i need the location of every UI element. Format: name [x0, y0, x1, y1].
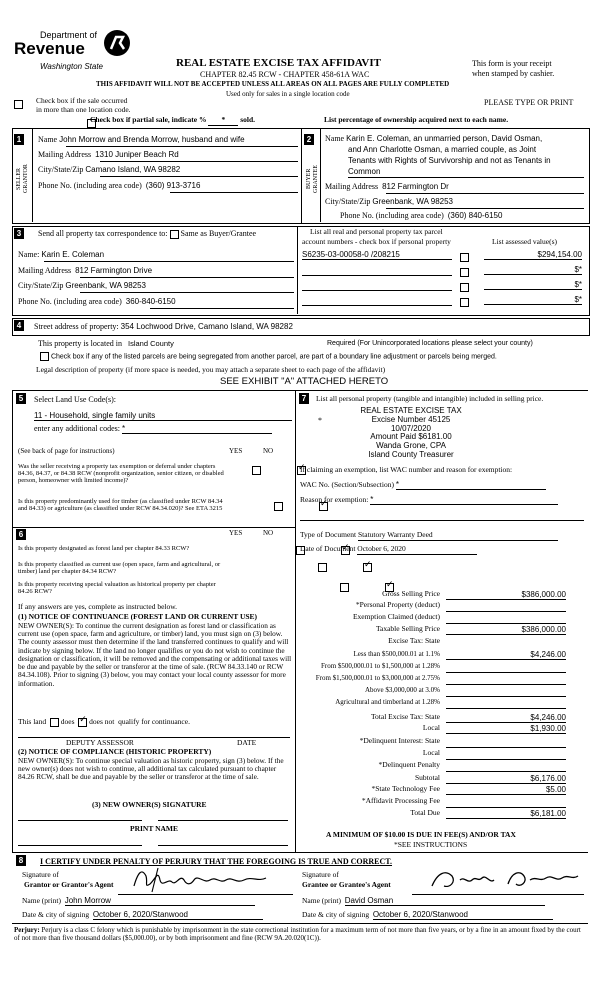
- current-use-question: Is this property classified as current use (open space, farm and agricultural, or timber) land per chapter 84.34 RCW?: [18, 561, 221, 576]
- tier1-label: Less than $500,000.01 at 1.1%: [353, 650, 440, 658]
- notice-compliance-title: (2) NOTICE OF COMPLIANCE (HISTORIC PROPERTY): [18, 747, 212, 756]
- timber-question: Is this property predominantly used for timber (as classified under RCW 84.34 and 84.33) or agriculture (as classified under RCW 84.34.020)? See ETA 3215: [18, 498, 223, 513]
- stamp-line-6: Island County Treasurer: [368, 449, 454, 459]
- assessed-header: List assessed value(s): [492, 237, 557, 246]
- corr-mailing[interactable]: 812 Farmington Drive: [75, 266, 153, 275]
- exemption-question: Was the seller receiving a property tax exemption or deferral under chapters 84.36, 84.37, or 84.38 RCW (nonprofit organization, senior citizen, or disabled person, homeowner with limited income)?: [18, 463, 224, 485]
- property-street[interactable]: 354 Lochwood Drive, Camano Island, WA 98282: [120, 322, 293, 331]
- section-3-badge: 3: [14, 228, 24, 239]
- delinq-local-value[interactable]: [446, 749, 566, 760]
- stamp-line-3: 10/07/2020: [390, 423, 432, 433]
- tax-calculation: [296, 588, 588, 820]
- does-not-label: does not: [89, 717, 115, 727]
- print-name-label: PRINT NAME: [130, 824, 178, 833]
- dept-line1: Department of: [40, 30, 98, 40]
- buyer-name-2[interactable]: and Ann Charlotte Osman, a married couple, as Joint: [348, 145, 537, 154]
- parcel-number[interactable]: [302, 265, 452, 276]
- perjury-note: [14, 926, 586, 943]
- parcel-number[interactable]: [302, 280, 452, 291]
- buyer-mailing-label: Mailing Address: [325, 182, 379, 191]
- dept-line2: Revenue: [14, 39, 85, 58]
- grantee-sig-label-2: Grantee or Grantee's Agent: [302, 880, 391, 889]
- new-owner-sig-label: (3) NEW OWNER(S) SIGNATURE: [92, 800, 207, 809]
- same-as-buyer-checkbox[interactable]: [170, 230, 179, 239]
- street-label: Street address of property:: [34, 322, 119, 331]
- notice-continuance-body: NEW OWNER(S): To continue the current designation as forest land or classification as current use (open space, farm and agriculture, or timber) land, you must sign on (3) below. The county assessor must then determine if the land transferred continues to qualify and will indicate by signing below. If the land no longer qualifies or you do not wish to continue the designation or classification, it will be removed and the compensating or additional taxes will be due and payable by the seller or transferor at the time of sale. (RCW 84.33.140 or RCW 84.34.108). Prior to signing (3) below, you may contact your local county assessor for more information.: [18, 621, 292, 688]
- tier3-value[interactable]: [446, 674, 566, 685]
- land-use-no-header: NO: [263, 447, 274, 455]
- grantee-name[interactable]: David Osman: [345, 896, 545, 906]
- seller-mailing[interactable]: 1310 Juniper Beach Rd: [95, 150, 179, 159]
- parcel-row: [300, 263, 586, 278]
- new-owner-sig-line[interactable]: [18, 820, 142, 821]
- corr-phone[interactable]: 360-840-6150: [125, 297, 176, 306]
- parcel-row: [300, 248, 586, 263]
- buyer-phone[interactable]: (360) 840-6150: [447, 211, 503, 220]
- seller-name-label: Name: [38, 135, 58, 144]
- buyer-mailing[interactable]: 812 Farmington Dr: [382, 182, 449, 191]
- certify-statement: I CERTIFY UNDER PENALTY OF PERJURY THAT THE FOREGOING IS TRUE AND CORRECT.: [40, 857, 393, 866]
- doc-type-label: Type of Document: [300, 530, 357, 539]
- stamp-line-2: Excise Number 45125: [371, 414, 451, 424]
- partial-sale-label: [90, 116, 255, 126]
- parcel-number[interactable]: [302, 295, 452, 306]
- buyer-side-label: BUYER GRANTEE: [306, 165, 319, 193]
- additional-codes-label: enter any additional codes:: [34, 424, 120, 433]
- seller-name[interactable]: John Morrow and Brenda Morrow, husband and wife: [59, 135, 245, 144]
- correspondence-label: Send all property tax correspondence to:: [38, 229, 168, 238]
- partial-sale-text: Check box if partial sale, indicate %: [90, 115, 207, 124]
- partial-sale-sold: sold.: [240, 115, 256, 124]
- wac-number[interactable]: *: [396, 480, 546, 490]
- does-not-qualify-checkbox[interactable]: [78, 718, 87, 727]
- deputy-assessor-label: DEPUTY ASSESSOR: [66, 738, 134, 747]
- grantor-signature[interactable]: [128, 864, 288, 894]
- corr-name[interactable]: Karin E. Coleman: [41, 250, 105, 259]
- same-as-buyer-label: Same as Buyer/Grantee: [180, 229, 257, 238]
- tech-fee-label: *State Technology Fee: [371, 784, 440, 793]
- if-yes-note: If any answers are yes, complete as instructed below.: [18, 602, 178, 611]
- required-note: Required (For Unincorporated locations please select your county): [327, 340, 533, 347]
- seller-city[interactable]: Camano Island, WA 98282: [85, 165, 181, 174]
- type-or-print: PLEASE TYPE OR PRINT: [484, 98, 574, 107]
- historic-question: Is this property receiving special valuation as historical property per chapter 84.26 RCW?: [18, 581, 216, 596]
- buyer-city-label: City/State/Zip: [325, 197, 371, 206]
- receipt-note-1: This form is your receipt: [472, 59, 552, 68]
- assessed-value[interactable]: $*: [484, 265, 582, 275]
- total-due-value[interactable]: $6,181.00: [446, 809, 566, 819]
- perjury-text: Perjury is a class C felony which is punishable by imprisonment in the state correctional institution for a maximum term of not more than five years, or by a fine in an amount fixed by the court of not more than five thousand dollars ($5,000.00), or by both imprisonment and fine (RCW 9A.20.020(1C)).: [14, 926, 581, 943]
- see-instructions: *SEE INSTRUCTIONS: [394, 840, 468, 849]
- delinq-state-value[interactable]: [446, 737, 566, 748]
- deputy-date-label: DATE: [237, 738, 257, 747]
- corr-name-label: Name:: [18, 250, 40, 259]
- buyer-phone-label: Phone No. (including area code): [340, 211, 444, 220]
- forest-no-header: NO: [263, 529, 274, 537]
- dept-line3: Washington State: [40, 62, 104, 71]
- section-1-badge: 1: [14, 134, 24, 145]
- grantee-date-label: Date & city of signing: [302, 910, 370, 919]
- subtotal-value[interactable]: $6,176.00: [446, 774, 566, 784]
- partial-sale-pct[interactable]: *: [208, 116, 238, 126]
- section-5-badge: 5: [16, 393, 26, 404]
- located-label: This property is located in: [38, 339, 122, 348]
- buyer-city[interactable]: Greenbank, WA 98253: [372, 197, 453, 206]
- parcel-row: [300, 293, 586, 308]
- ag-value[interactable]: [446, 698, 566, 709]
- parcels-header-2: account numbers - check box if personal property: [302, 237, 451, 246]
- affidavit-fee-value[interactable]: [446, 797, 566, 808]
- multi-location-label-2: in more than one location code.: [36, 105, 131, 114]
- exemption-deduct-value[interactable]: [446, 613, 566, 624]
- form-warning: THIS AFFIDAVIT WILL NOT BE ACCEPTED UNLESS ALL AREAS ON ALL PAGES ARE FULLY COMPLETED: [96, 80, 450, 88]
- total-local-value[interactable]: $1,930.00: [446, 724, 566, 734]
- buyer-name-label: Name: [325, 134, 345, 143]
- notice-compliance-body: NEW OWNER(S): To continue special valuation as historic property, sign (3) below. If the new owner(s) does not wish to continue, all additional tax calculated pursuant to chapter 84.26 RCW, shall be due and payable by the seller or transferor at the time of sale.: [18, 756, 284, 782]
- gross-label: Gross Selling Price: [382, 589, 440, 598]
- grantee-sig-label-1: Signature of: [302, 870, 339, 879]
- see-back: (See back of page for instructions): [18, 447, 115, 455]
- doc-date-label: Date of Document: [300, 544, 356, 553]
- single-location-note: Used only for sales in a single location code: [226, 90, 350, 98]
- print-name-line[interactable]: [18, 845, 142, 846]
- exemption-reason[interactable]: *: [370, 495, 558, 505]
- section-7-badge: 7: [299, 393, 309, 404]
- personal-property-checkbox[interactable]: [460, 268, 469, 277]
- forest-yes-header: YES: [229, 529, 243, 537]
- property-county[interactable]: Island County: [127, 339, 174, 348]
- legal-description[interactable]: SEE EXHIBIT "A" ATTACHED HERETO: [220, 376, 389, 387]
- tier4-label: Above $3,000,000 at 3.0%: [364, 686, 440, 694]
- seller-side-label: SELLER GRANTOR: [16, 164, 29, 194]
- delinq-penalty-value[interactable]: [446, 761, 566, 772]
- segregated-checkbox[interactable]: [40, 352, 49, 361]
- excise-state-label: Excise Tax: State: [388, 636, 440, 645]
- total-due-label: Total Due: [410, 808, 440, 817]
- parcels-header-1: List all real and personal property tax parcel: [310, 227, 443, 236]
- does-qualify-checkbox[interactable]: [50, 718, 59, 727]
- parcel-row: [300, 278, 586, 293]
- tier2-label: From $500,000.01 to $1,500,000 at 1.28%: [321, 662, 440, 670]
- delinq-state-label: *Delinquent Interest: State: [359, 736, 440, 745]
- new-owner-sig-line[interactable]: [158, 820, 288, 821]
- tier4-value[interactable]: [446, 686, 566, 697]
- land-use-yes-header: YES: [229, 447, 243, 455]
- doc-type[interactable]: Statutory Warranty Deed: [358, 531, 558, 541]
- grantor-sig-label-2: Grantor or Grantor's Agent: [24, 880, 114, 889]
- receipt-note-2: when stamped by cashier.: [472, 69, 555, 78]
- personal-deduct-value[interactable]: [446, 601, 566, 612]
- personal-property-asterisk: *: [318, 416, 322, 425]
- assessed-value[interactable]: $*: [484, 295, 582, 305]
- exemption-deduct-label: Exemption Claimed (deduct): [352, 612, 440, 621]
- exemption-yes-checkbox[interactable]: [252, 466, 261, 475]
- exemption-reason-label: Reason for exemption:: [300, 495, 369, 504]
- does-label: does: [60, 717, 75, 727]
- gross-value[interactable]: $386,000.00: [446, 590, 566, 600]
- land-use-code[interactable]: 11 - Household, single family units: [34, 411, 292, 421]
- print-name-line[interactable]: [158, 845, 288, 846]
- corr-mailing-label: Mailing Address: [18, 266, 72, 275]
- section-4-badge: 4: [14, 320, 24, 331]
- grantor-date[interactable]: October 6, 2020/Stanwood: [93, 910, 263, 920]
- forest-question: Is this property designated as forest land per chapter 84.33 RCW?: [18, 545, 190, 552]
- taxable-label: Taxable Selling Price: [375, 624, 440, 633]
- personal-property-checkbox[interactable]: [460, 253, 469, 262]
- current-use-no-checkbox[interactable]: [363, 563, 372, 572]
- seller-city-label: City/State/Zip: [38, 165, 84, 174]
- corr-city[interactable]: Greenbank, WA 98253: [65, 281, 146, 290]
- stamp-line-4: Amount Paid $6181.00: [370, 432, 452, 442]
- grantee-signature[interactable]: [424, 866, 584, 894]
- ownership-pct-note: List percentage of ownership acquired next to each name.: [324, 115, 509, 124]
- section-2-badge: 2: [304, 134, 314, 145]
- subtotal-label: Subtotal: [414, 773, 440, 782]
- taxable-value[interactable]: $386,000.00: [446, 625, 566, 635]
- stamp-line-1: REAL ESTATE EXCISE TAX: [360, 406, 462, 415]
- affidavit-fee-label: *Affidavit Processing Fee: [361, 796, 440, 805]
- tier2-value[interactable]: [446, 662, 566, 673]
- grantor-name[interactable]: John Morrow: [65, 896, 255, 906]
- additional-codes[interactable]: *: [122, 424, 272, 434]
- notice-continuance-title: (1) NOTICE OF CONTINUANCE (FOREST LAND OR CURRENT USE): [18, 612, 258, 621]
- land-use-label: Select Land Use Code(s):: [34, 395, 116, 404]
- section-8-badge: 8: [16, 855, 26, 866]
- buyer-name-1[interactable]: Karin E. Coleman, an unmarried person, David Osman,: [346, 134, 543, 143]
- multi-location-checkbox[interactable]: [14, 100, 23, 109]
- tech-fee-value[interactable]: $5.00: [446, 785, 566, 795]
- dor-logo: [14, 26, 134, 78]
- doc-date[interactable]: October 6, 2020: [357, 545, 477, 555]
- seller-mailing-label: Mailing Address: [38, 150, 92, 159]
- seller-phone-label: Phone No. (including area code): [38, 181, 142, 190]
- total-local-label: Local: [422, 723, 440, 732]
- corr-city-label: City/State/Zip: [18, 281, 64, 290]
- assessed-value[interactable]: $294,154.00: [484, 250, 582, 260]
- total-state-value[interactable]: $4,246.00: [446, 713, 566, 723]
- grantee-date[interactable]: October 6, 2020/Stanwood: [373, 910, 553, 920]
- legal-label: Legal description of property (if more space is needed, you may attach a separate sheet to each page of the affidavit): [36, 365, 386, 374]
- grantor-date-label: Date & city of signing: [22, 910, 90, 919]
- grantor-sig-label-1: Signature of: [22, 870, 59, 879]
- minimum-due-note: A MINIMUM OF $10.00 IS DUE IN FEE(S) AND/OR TAX: [326, 830, 516, 839]
- personal-property-checkbox[interactable]: [460, 298, 469, 307]
- form-title: REAL ESTATE EXCISE TAX AFFIDAVIT: [176, 57, 381, 69]
- total-state-label: Total Excise Tax: State: [370, 712, 440, 721]
- stamp-line-5: Wanda Grone, CPA: [376, 441, 446, 451]
- dor-logo-mark-icon: [102, 28, 132, 58]
- personal-deduct-label: *Personal Property (deduct): [355, 600, 440, 609]
- timber-yes-checkbox[interactable]: [274, 502, 283, 511]
- perjury-label: Perjury:: [14, 926, 40, 934]
- multi-location-label-1: Check box if the sale occurred: [36, 96, 128, 105]
- this-land-label: This land: [18, 717, 47, 727]
- buyer-name-4[interactable]: Common: [348, 167, 381, 176]
- tier1-value[interactable]: $4,246.00: [446, 650, 566, 660]
- exemption-wac-label: If claiming an exemption, list WAC number and reason for exemption:: [300, 465, 513, 474]
- delinq-local-label: Local: [422, 748, 440, 757]
- buyer-name-3[interactable]: Tenants with Rights of Survivorship and not as Tenants in: [348, 156, 551, 165]
- section-6-badge: 6: [16, 529, 26, 540]
- grantee-name-label: Name (print): [302, 896, 341, 905]
- seller-phone[interactable]: (360) 913-3716: [145, 181, 201, 190]
- ag-label: Agricultural and timberland at 1.28%: [335, 698, 440, 706]
- assessed-value[interactable]: $*: [484, 280, 582, 290]
- tier3-label: From $1,500,000.01 to $3,000,000 at 2.75%: [315, 674, 440, 682]
- form-chapter: CHAPTER 82.45 RCW - CHAPTER 458-61A WAC: [200, 70, 370, 79]
- qualify-label: qualify for continuance.: [118, 717, 190, 727]
- segregated-label: Check box if any of the listed parcels are being segregated from another parcel, are part of a boundary line adjustment or parcels being merged.: [50, 353, 497, 361]
- current-use-yes-checkbox[interactable]: [318, 563, 327, 572]
- treasurer-stamp: [336, 407, 486, 460]
- corr-phone-label: Phone No. (including area code): [18, 297, 122, 306]
- personal-property-checkbox[interactable]: [460, 283, 469, 292]
- wac-label: WAC No. (Section/Subsection): [300, 480, 394, 489]
- parcel-number[interactable]: S6235-03-00058-0 /208215: [302, 250, 452, 260]
- grantor-name-label: Name (print): [22, 896, 61, 905]
- personal-property-label: List all personal property (tangible and intangible) included in selling price.: [316, 394, 544, 403]
- delinq-penalty-label: *Delinquent Penalty: [378, 760, 440, 769]
